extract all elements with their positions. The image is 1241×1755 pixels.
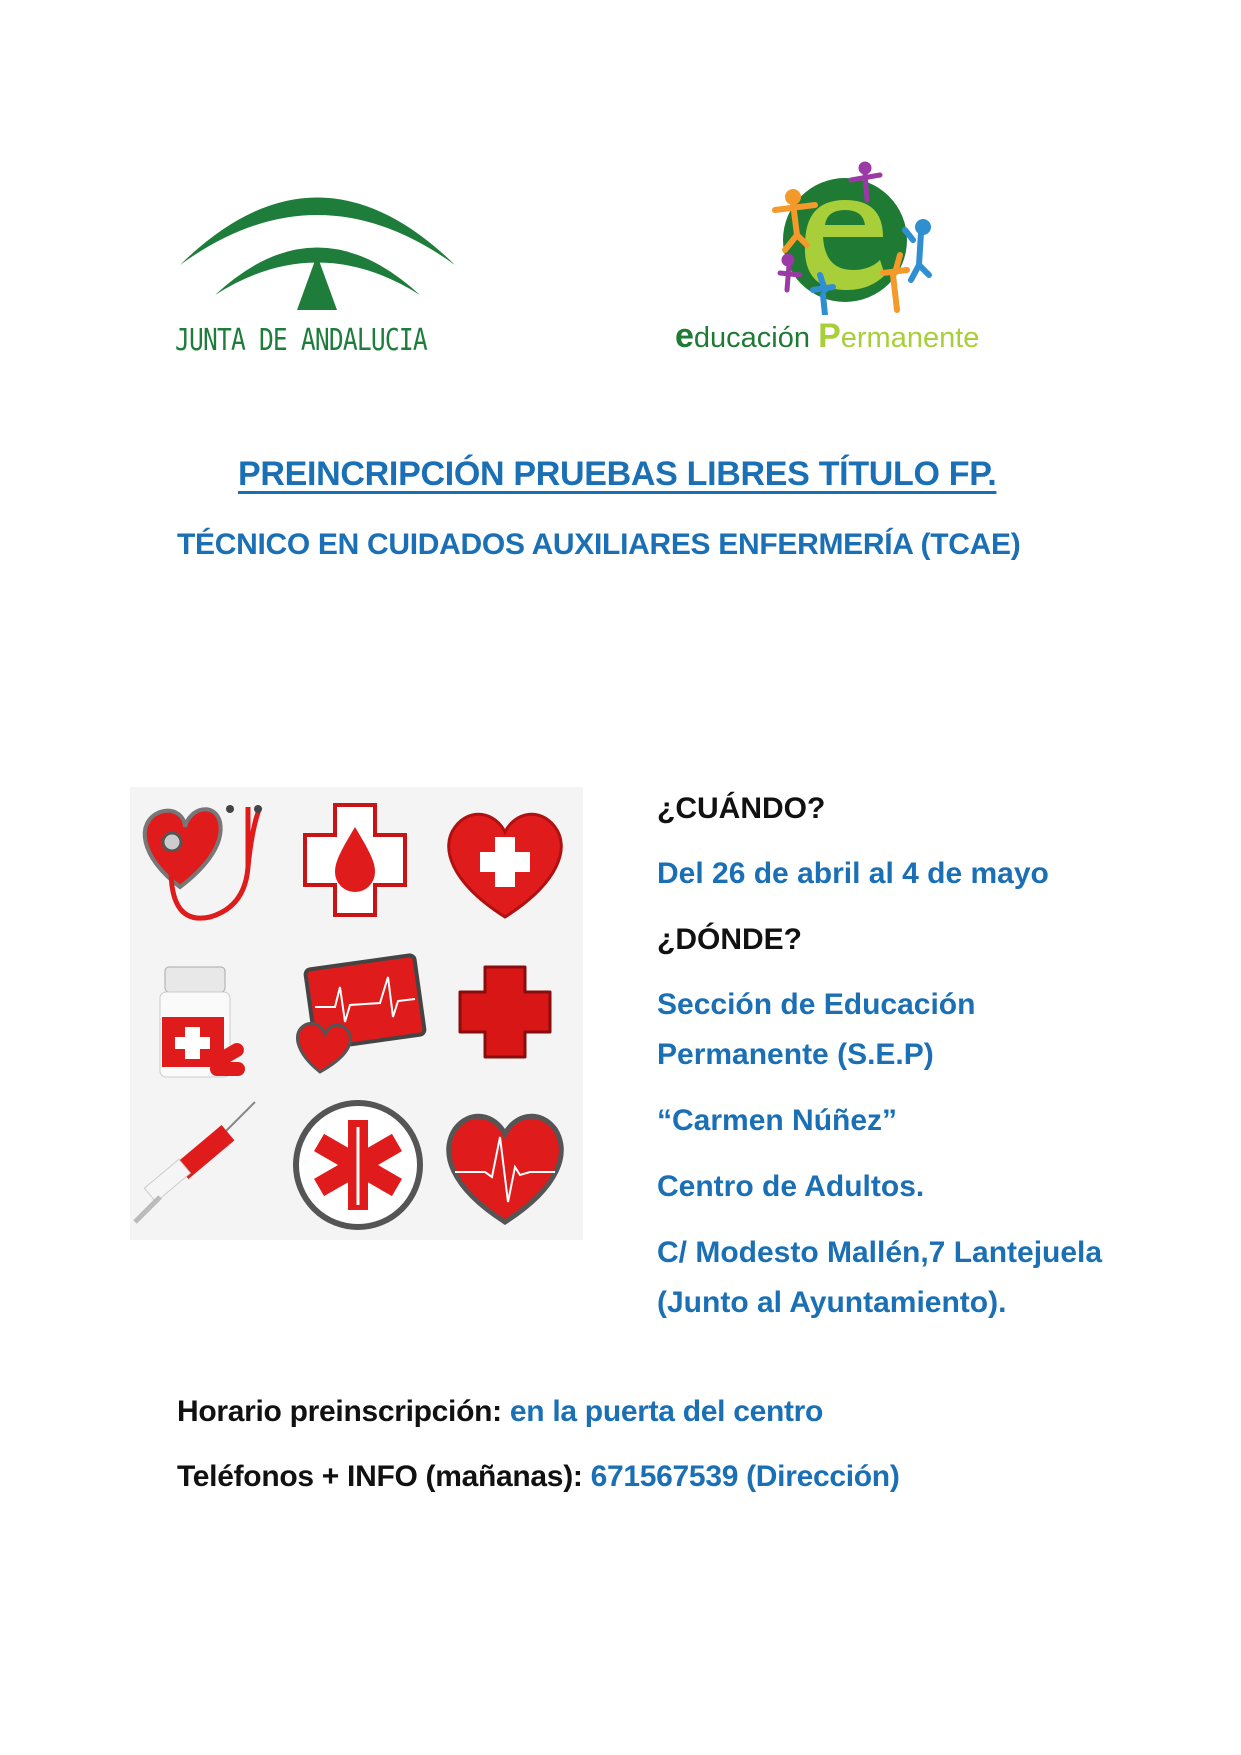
blood-drop-cross-icon (280, 787, 430, 937)
educacion-permanente-logo (675, 145, 1015, 360)
star-of-life-icon (280, 1087, 430, 1237)
schedule-value: en la puerta del centro (509, 1395, 824, 1428)
globe-people-icon (675, 145, 1015, 315)
red-cross-icon (430, 937, 580, 1087)
where-line-4: Centro de Adultos. (657, 1170, 925, 1203)
pill-bottle-icon (130, 937, 280, 1087)
when-value: Del 26 de abril al 4 de mayo (657, 857, 1049, 890)
ecg-monitor-heart-icon (280, 937, 430, 1087)
junta-de-andalucia-logo (175, 155, 460, 365)
heart-stethoscope-icon (130, 787, 280, 937)
where-label: ¿DÓNDE? (657, 923, 802, 956)
educacion-permanente-text: educación Permanente (675, 317, 980, 355)
heart-cross-icon (430, 787, 580, 937)
where-line-3: “Carmen Núñez” (657, 1104, 898, 1137)
where-line-5: C/ Modesto Mallén,7 Lantejuela (657, 1236, 1103, 1269)
junta-arches-icon (175, 155, 460, 315)
schedule-line (177, 1395, 823, 1429)
where-line-6: (Junto al Ayuntamiento). (657, 1286, 1007, 1319)
syringe-icon (130, 1087, 280, 1237)
where-line-2: Permanente (S.E.P) (657, 1038, 934, 1071)
where-line-1: Sección de Educación (657, 988, 976, 1021)
phone-value: 671567539 (Dirección) (590, 1460, 900, 1493)
when-label: ¿CUÁNDO? (657, 792, 826, 825)
page-subtitle: TÉCNICO EN CUIDADOS AUXILIARES ENFERMERÍA (TCAE) (177, 528, 1021, 561)
schedule-label: Horario preinscripción: (177, 1395, 502, 1428)
heart-ecg-icon (430, 1087, 580, 1237)
medical-icons-illustration (130, 787, 583, 1240)
phone-line (177, 1460, 900, 1494)
phone-label: Teléfonos + INFO (mañanas): (177, 1460, 583, 1493)
page-title: PREINCRIPCIÓN PRUEBAS LIBRES TÍTULO FP. (238, 455, 997, 493)
junta-logo-text: JUNTA DE ANDALUCIA (175, 323, 427, 358)
